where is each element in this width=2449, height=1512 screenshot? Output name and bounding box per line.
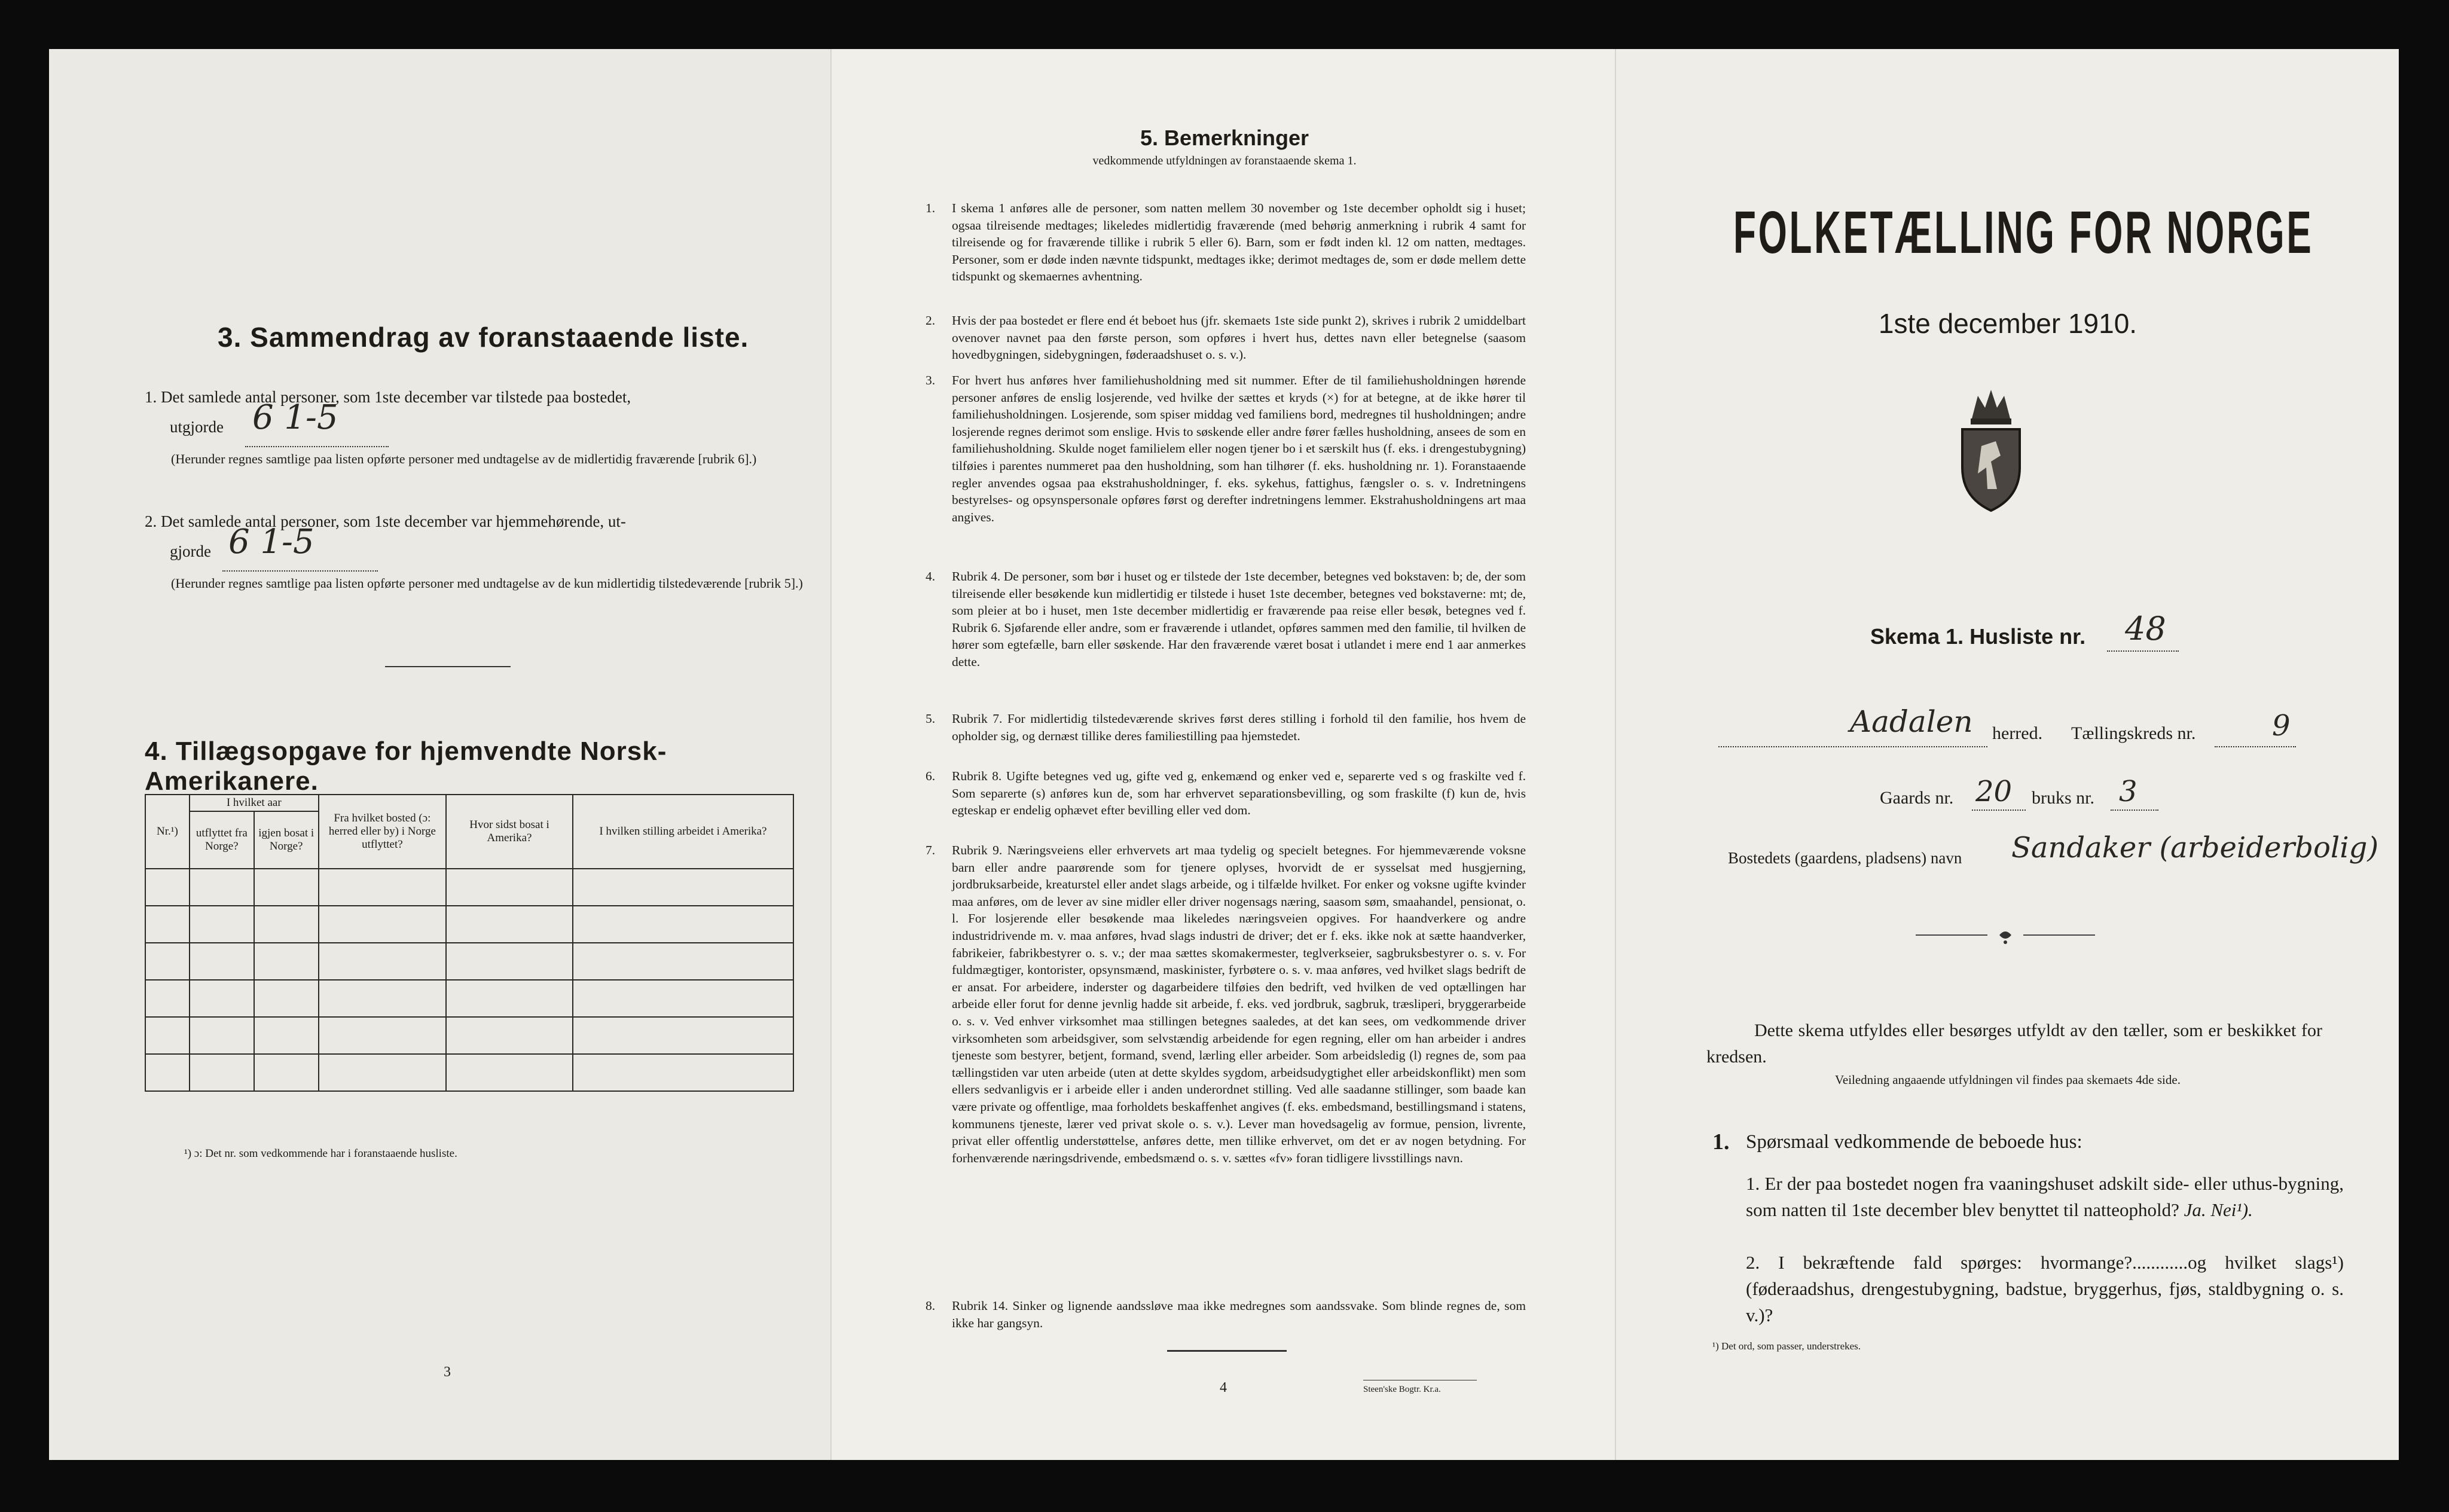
col-header-occupation: I hvilken stilling arbeidet i Amerika? <box>573 795 793 869</box>
table-row <box>145 906 793 943</box>
fill-line <box>2215 746 2296 747</box>
herred-label: herred. <box>1992 723 2043 743</box>
remark-item <box>926 1297 1526 1331</box>
col-header-emigrated: utflyttet fra Norge? <box>190 811 254 869</box>
remark-number: 8. <box>926 1299 936 1313</box>
remark-number: 7. <box>926 843 936 857</box>
table-row <box>145 943 793 980</box>
remark-text: Rubrik 9. Næringsveiens eller erhvervets art maa tydelig og specielt betegnes. For hjemmeværende voksne barn eller andre paarørende som for tjenere oplyses, hvorvidt de er sysselsat med husgjerning, jordbruksarbeide, kreaturstel eller andet slags arbeide, og i tilfælde hvilket. For enker og voksne ugifte kvinder maa anføres, om de lever av sine midler eller driver nogensags næring, saasom søm, smaahandel, pensionat, o. l. For losjerende eller besøkende maa likeledes næringsveien opgives. For haandverkere og andre industridrivende m. v. maa anføres, hvad slags industri de driver; det er f. eks. ikke nok at sætte haandverker, fabrikeier, fabrikbestyrer o. s. v.; der maa sættes skomakermester, teglverkseier, sagbruksbestyrer o. s. v. For fuldmægtiger, kontorister, opsynsmænd, maskinister, fyrbøtere o. s. v. maa anføres, ved hvilket slags bedrift de er ansat. For arbeidere, inderster og dagarbeidere tilføies den bedrift, ved hvilken de ved optællingen har arbeide eller forut for denne jevnlig hadde sit arbeide, f. eks. ved jordbruk, sagbruk, træsliperi, bryggerarbeide o. s. v. Ved enhver virksomhet maa stillingen betegnes saaledes, at det kan sees, om vedkommende driver virksomheten som arbeidsgiver, som selvstændig arbeidende for egen regning, eller om han arbeider i andres tjeneste som bestyrer, betjent, formand, svend, lærling eller arbeider. Som arbeidsledig (l) regnes de, som paa tællingstiden var uten arbeide (uten at dette skyldes sygdom, arbeidsudygtighet eller arbeidskonflikt) men som ellers sedvanligvis er i arbeide eller i anden underordnet stilling. Ved alle saadanne stillinger, som baade kan være private og offentlige, maa forholdets beskaffenhet angives (f. eks. embedsmand, bestillingsmand i statens, kommunens tjeneste, lærer ved privat skole o. s. v.). Lever man hovedsagelig av formue, pension, livrente, privat eller offentlig understøttelse, anføres dette, men tillike erhvervet, om det er av nogen betydning. For forhenværende næringsdrivende, embedsmænd o. s. v. sættes «fv» foran tidligere livsstillings navn. <box>952 843 1526 1165</box>
census-date: 1ste december 1910. <box>1878 308 2137 339</box>
bosted-label: Bostedets (gaardens, pladsens) navn <box>1728 849 1962 867</box>
remark-text: Rubrik 14. Sinker og lignende aandssløve maa ikke medregnes som aandssvake. Som blinde regnes de, som ikke har gangsyn. <box>952 1299 1526 1330</box>
col-header-from: Fra hvilket bosted (ɔ: herred eller by) i Norge utflyttet? <box>319 795 447 869</box>
page-4 <box>832 49 1617 1460</box>
col-header-nr: Nr.¹) <box>145 795 190 869</box>
husliste-number-handwritten: 48 <box>2125 610 2166 647</box>
remark-text: Rubrik 4. De personer, som bør i huset og er tilstede der 1ste december, betegnes ved bokstaven: b; de, der som tilreisende eller besøkende kun midlertidig er tilstede i huset 1ste december, betegnes ved bokstaverne: mt; de, som pleier at bo i huset, men 1ste december midlertidig er fraværende paa reise eller besøk, betegnes ved f. Rubrik 6. Sjøfarende eller andre, som er fraværende i utlandet, opføres sammen med den familie, til hvilken de hører som egtefælle, barn eller søskende. Har den fraværende været bosat i utlandet i mere end 1 aar anmerkes dette. <box>952 569 1526 669</box>
table-row <box>145 869 793 906</box>
ornament-icon <box>1916 928 2095 946</box>
remark-number: 3. <box>926 373 936 387</box>
question-1-answer: Ja. Nei¹). <box>2184 1199 2253 1220</box>
question-heading: Spørsmaal vedkommende de beboede hus: <box>1746 1131 2082 1153</box>
fill-line <box>1972 810 2026 811</box>
instruction-text: Dette skema utfyldes eller besørges utfyldt av den tæller, som er beskikket for kredsen. <box>1706 1021 2322 1067</box>
col-header-group: I hvilket aar <box>190 795 319 811</box>
remark-item <box>926 372 1526 526</box>
remark-number: 1. <box>926 201 936 215</box>
bruks-handwritten: 3 <box>2119 775 2137 808</box>
guidance-text: Veiledning angaaende utfyldningen vil findes paa skemaets 4de side. <box>1835 1073 2181 1087</box>
coat-of-arms-icon <box>1954 384 2028 515</box>
remark-number: 6. <box>926 769 936 783</box>
question-heading-number: 1. <box>1712 1129 1730 1154</box>
skema-label: Skema 1. Husliste nr. <box>1870 624 2086 649</box>
summary-item-2-prefix: gjorde <box>170 542 211 560</box>
page-1 <box>1617 49 2399 1460</box>
summary-item-1-note: (Herunder regnes samtlige paa listen opførte personer med undtagelse av de midlertidig fraværende [rubrik 6].) <box>171 451 757 466</box>
col-header-returned: igjen bosat i Norge? <box>254 811 319 869</box>
summary-item-2-note: (Herunder regnes samtlige paa listen opførte personer med undtagelse av de kun midlertidig tilstedeværende [rubrik 5].) <box>171 576 803 591</box>
remark-text: For hvert hus anføres hver familiehusholdning med sit nummer. Efter de til familiehusholdningen hørende personer anføres de enslig losjerende, ved hvilke der sættes et kryds (×) for at betegne, at de ikke hører til familiehusholdningen. Losjerende, som spiser middag ved familiens bord, medregnes til husholdningen; andre losjerende regnes derimot som enslige. Hvis to søskende eller andre fører fælles husholdning, ansees de som en familiehusholdning. Skulde noget familielem eller nogen tjener bo i et særskilt hus (f. eks. i drengestubygning) tilføies i parentes nummeret paa den husholdning, som han tilhører (f. eks. husholdning nr. 1). Foranstaaende regler anvendes ogsaa paa ekstrahusholdninger, f. eks. sykehus, fattighus, fængsler o. s. v. Indretningens bestyrelses- og opsynspersonale opføres først og derefter indretningens lemmer. Ekstrahusholdningens art maa angives. <box>952 373 1526 524</box>
gaards-label: Gaards nr. <box>1880 788 1954 808</box>
fill-line <box>245 446 389 447</box>
section-3-title: 3. Sammendrag av foranstaaende liste. <box>218 322 749 353</box>
herred-handwritten: Aadalen <box>1850 704 1973 739</box>
fill-line <box>2111 810 2158 811</box>
remark-number: 5. <box>926 711 936 726</box>
present-count-handwritten: 6 1-5 <box>252 398 338 437</box>
gaards-handwritten: 20 <box>1975 775 2013 808</box>
resident-count-handwritten: 6 1-5 <box>228 523 314 561</box>
divider <box>1167 1350 1287 1352</box>
remark-text: I skema 1 anføres alle de personer, som natten mellem 30 november og 1ste december opholdt sig i huset; ogsaa tilreisende medtages; likeledes midlertidig fraværende (med behørig anmerkning i rubrik 4 samt for tilreisende og for fraværende tillike i rubrik 5 eller 6). Barn, som er født inden kl. 12 om natten, medtages. Personer, som er døde inden nævnte tidspunkt, medtages ikke; derimot medtages de, som er døde mellem dette tidspunkt og skemaernes avhentning. <box>952 201 1526 284</box>
printer-mark: Steen'ske Bogtr. Kr.a. <box>1363 1385 1441 1394</box>
summary-item-2: 2. Det samlede antal personer, som 1ste december var hjemmehørende, ut- <box>145 512 626 530</box>
remark-text: Hvis der paa bostedet er flere end ét beboet hus (jfr. skemaets 1ste side punkt 2), skrives i rubrik 2 umiddelbart ovenover navnet paa den første person, som opføres i hvert hus, dettes navn eller betegnelse (saasom hovedbygningen, sidebygningen, føderaadshuset o. s. v.). <box>952 313 1526 362</box>
summary-item-1: 1. Det samlede antal personer, som 1ste december var tilstede paa bostedet, <box>145 388 631 406</box>
col-header-where-last: Hvor sidst bosat i Amerika? <box>446 795 573 869</box>
divider <box>385 666 511 667</box>
question-2: 2. I bekræftende fald spørges: hvormange?............og hvilket slags¹) (føderaadshus, drengestubygning, badstue, bryggerhus, fjøs, staldbygning o. s. v.)? <box>1746 1252 2344 1325</box>
remarks-subtitle: vedkommende utfyldningen av foranstaaende skema 1. <box>1092 154 1357 167</box>
bosted-handwritten: Sandaker (arbeiderbolig) <box>2011 831 2379 865</box>
page-3 <box>49 49 832 1460</box>
fill-line <box>1718 746 1987 747</box>
bruks-label: bruks nr. <box>2032 788 2094 808</box>
summary-item-1-prefix: utgjorde <box>170 418 224 436</box>
form-title: FOLKETÆLLING FOR NORGE <box>1733 199 2314 266</box>
remark-item <box>926 568 1526 671</box>
remark-item <box>926 200 1526 285</box>
remark-text: Rubrik 7. For midlertidig tilstedeværende skrives først deres stilling i forhold til den familie, hos hvem de opholder sig, og dernæst tillike deres familiestilling paa hjemstedet. <box>952 711 1526 743</box>
fill-line <box>222 570 378 572</box>
remark-number: 2. <box>926 313 936 328</box>
remark-number: 4. <box>926 569 936 584</box>
table-footnote: ¹) ɔ: Det nr. som vedkommende har i foranstaaende husliste. <box>184 1147 457 1160</box>
remarks-title: 5. Bemerkninger <box>1140 126 1309 150</box>
table-row <box>145 1054 793 1091</box>
remark-text: Rubrik 8. Ugifte betegnes ved ug, gifte ved g, enkemænd og enker ved e, separerte ved s og fraskilte ved f. Som separerte (s) anføres kun de, som har erhvervet separationsbevilling, og som fraskilte (f) kun de, hvis egteskap er endelig ophævet efter bevilling eller ved dom. <box>952 769 1526 818</box>
table-row <box>145 980 793 1017</box>
table-row <box>145 1017 793 1054</box>
question-1 <box>1746 1171 2344 1223</box>
page-number: 4 <box>1220 1380 1227 1395</box>
question-1-text: 1. Er der paa bostedet nogen fra vaaningshuset adskilt side- eller uthus-bygning, som natten til 1ste december blev benyttet til natteophold? <box>1746 1173 2344 1220</box>
section-4-title: 4. Tillægsopgave for hjemvendte Norsk-Amerikanere. <box>145 737 667 796</box>
page-1-footnote: ¹) Det ord, som passer, understrekes. <box>1712 1340 1861 1352</box>
remark-item <box>926 768 1526 819</box>
kreds-label: Tællingskreds nr. <box>2071 723 2196 743</box>
page-number: 3 <box>444 1364 451 1380</box>
remark-item <box>926 710 1526 744</box>
remark-item <box>926 842 1526 1166</box>
fill-line <box>2107 650 2179 652</box>
remark-item <box>926 312 1526 364</box>
kreds-handwritten: 9 <box>2272 709 2291 743</box>
norwegian-american-table <box>145 794 794 1092</box>
